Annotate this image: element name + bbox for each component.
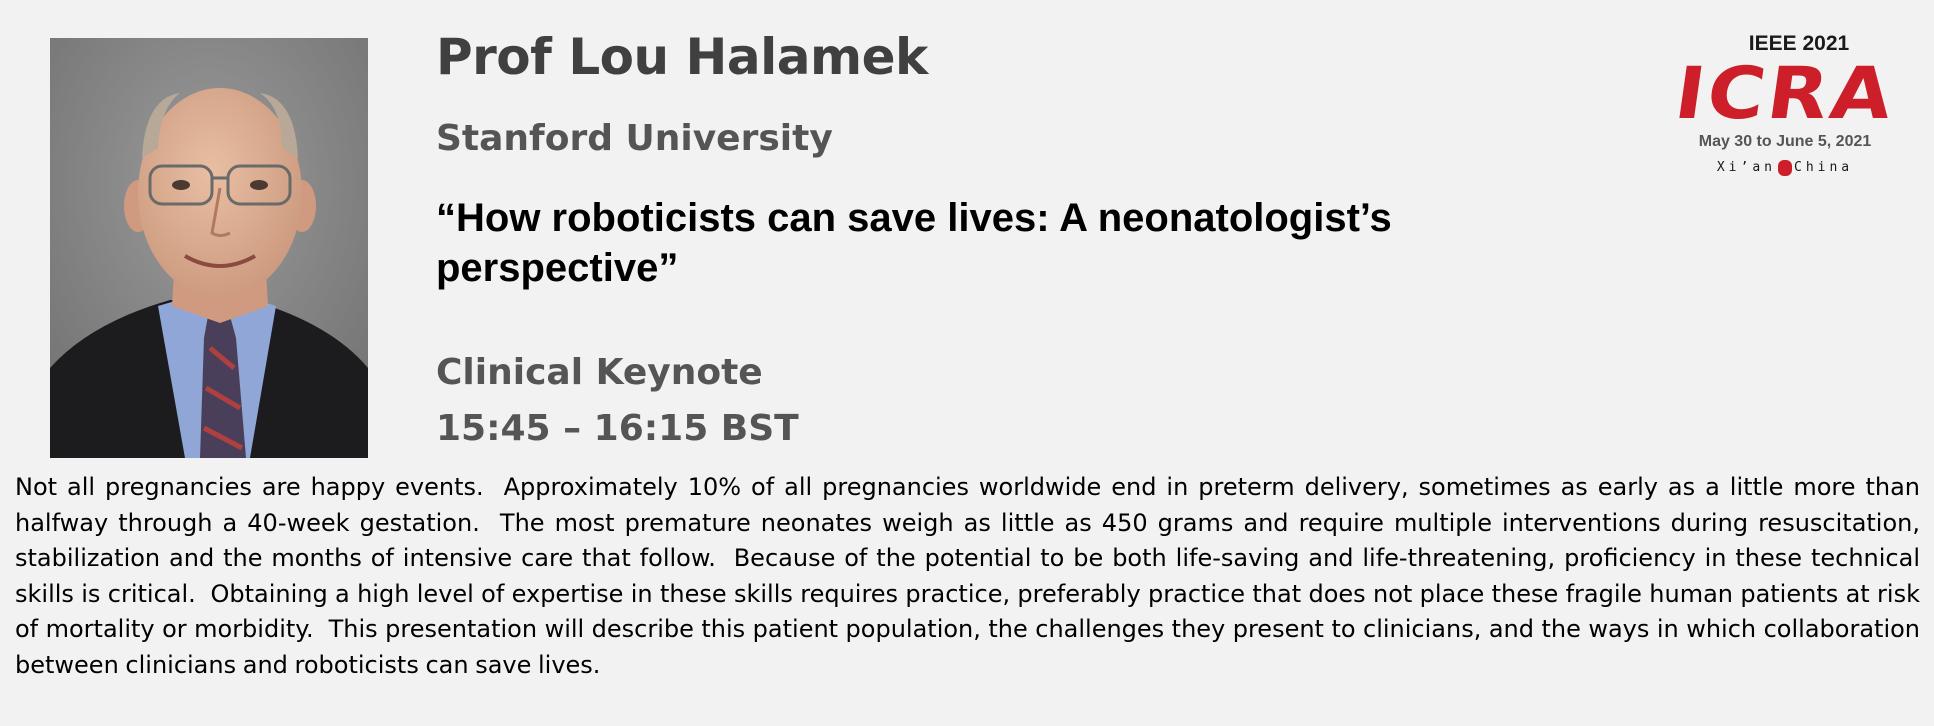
speaker-affiliation: Stanford University xyxy=(436,118,833,159)
speaker-portrait-image xyxy=(50,38,368,458)
red-seal-icon xyxy=(1778,160,1792,176)
speaker-name: Prof Lou Halamek xyxy=(436,28,928,86)
logo-dates: May 30 to June 5, 2021 xyxy=(1698,133,1872,150)
talk-abstract: Not all pregnancies are happy events. Approximately 10% of all pregnancies worldwide end in preterm delivery, sometimes as early as a little more than halfway through a 40-week gestation. The most premature neonates weigh as little as 450 grams and require multiple interventions during resuscitation, stabilization and the months of intensive care that follow. Because of the potential to be both life-saving and life-threatening, proficiency in these technical skills is critical. Obtaining a high level of expertise in these skills requires practice, preferably practice that does not place these fragile human patients at risk of mortality or morbidity. This presentation will describe this patient population, the challenges they present to clinicians, and the ways in which collaboration between clinicians and roboticists can save lives. xyxy=(15,473,1927,679)
icra-logo xyxy=(1650,32,1920,207)
logo-location-city: Xi’an xyxy=(1716,160,1776,175)
session-type: Clinical Keynote xyxy=(436,352,763,393)
logo-ieee-text: IEEE 2021 xyxy=(1748,32,1850,55)
session-time: 15:45 – 16:15 BST xyxy=(436,408,799,449)
logo-location-country: China xyxy=(1794,160,1854,175)
logo-icra-text: ICRA xyxy=(1669,52,1901,136)
talk-title: “How roboticists can save lives: A neonatologist’s perspective” xyxy=(436,196,1392,290)
logo-location xyxy=(1650,158,1920,178)
